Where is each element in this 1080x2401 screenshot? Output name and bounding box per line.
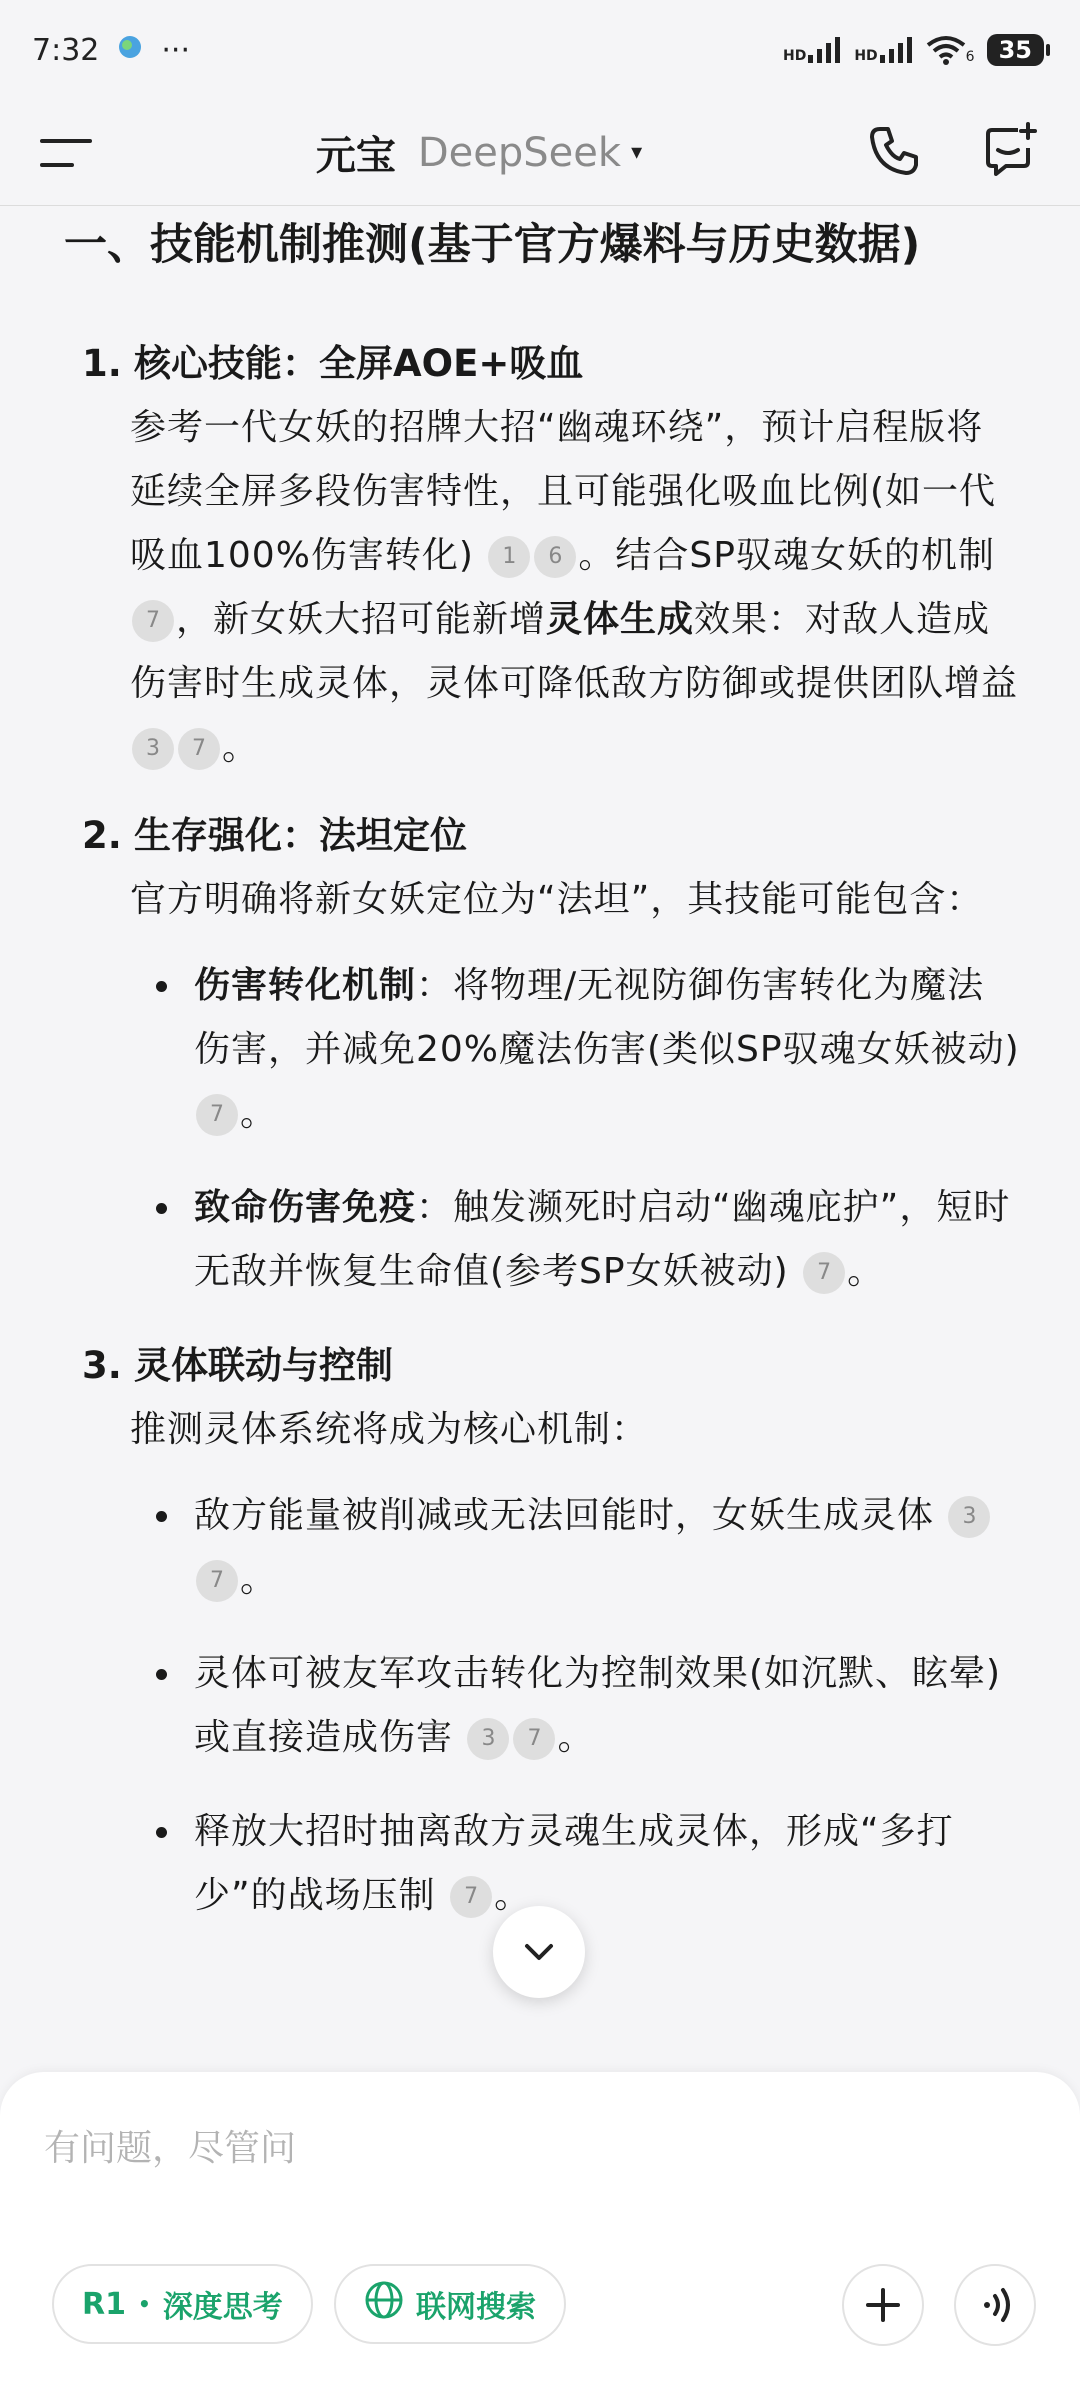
item-paragraph: 推测灵体系统将成为核心机制： xyxy=(130,1409,649,1450)
nav-actions xyxy=(866,122,1040,184)
text-span: 。 xyxy=(240,1559,278,1600)
bullet-item xyxy=(194,1642,1020,1770)
text-span: 参考一代女妖的招牌大招“幽魂环绕”，预计启程版将延续全屏多段伤害特性，且可能强化吸血比例(如一代吸血100%伤害转化) xyxy=(130,407,997,576)
app-title: 元宝 xyxy=(315,133,396,179)
phone-call-icon[interactable] xyxy=(866,123,922,183)
bullet-item xyxy=(194,1484,1020,1612)
item-number: 1. xyxy=(82,342,122,385)
add-attachment-button[interactable] xyxy=(842,2264,924,2346)
text-span: ，新女妖大招可能新增 xyxy=(176,599,547,640)
text-span: 。 xyxy=(557,1717,595,1758)
text-span: 效果：对敌人造成伤害时生成灵体，灵体可降低敌方防御或提供团队增益 xyxy=(130,599,1019,704)
citation-badge[interactable]: 7 xyxy=(513,1718,555,1760)
menu-icon[interactable] xyxy=(40,133,92,173)
bold-text: 灵体生成 xyxy=(546,599,695,640)
bold-text: 伤害转化机制 xyxy=(194,965,417,1006)
bullet-item xyxy=(194,1800,1020,1928)
citation-badge[interactable]: 3 xyxy=(948,1496,990,1538)
app-notification-icon xyxy=(117,33,143,68)
plus-icon xyxy=(864,2286,902,2324)
item-title xyxy=(84,1334,1020,1398)
citation-badge[interactable]: 1 xyxy=(488,536,530,578)
bullet-item xyxy=(194,954,1020,1146)
wifi-sub-label: 6 xyxy=(965,49,975,65)
item-title-text: 生存强化：法坦定位 xyxy=(134,814,467,857)
scroll-to-bottom-button[interactable] xyxy=(493,1906,585,1998)
item-title-text: 灵体联动与控制 xyxy=(134,1344,393,1387)
voice-input-button[interactable] xyxy=(954,2264,1036,2346)
citation-badge[interactable]: 7 xyxy=(450,1876,492,1918)
deep-think-label: 深度思考 xyxy=(162,2290,283,2325)
hd-label: HD xyxy=(782,48,807,64)
top-nav-bar xyxy=(0,100,1080,206)
citation-badge[interactable]: 7 xyxy=(803,1252,845,1294)
text-span: 。 xyxy=(222,727,260,768)
more-notifications-icon: ··· xyxy=(161,32,190,68)
citation-badge[interactable]: 3 xyxy=(132,728,174,770)
citation-badge[interactable]: 7 xyxy=(196,1560,238,1602)
citation-badge[interactable]: 7 xyxy=(132,600,174,642)
battery-icon: 35 xyxy=(987,34,1044,66)
text-span: 灵体可被友军攻击转化为控制效果(如沉默、眩晕)或直接造成伤害 xyxy=(194,1653,1002,1758)
chat-message-content xyxy=(0,206,1080,2076)
voice-wave-icon xyxy=(975,2286,1015,2324)
text-span: ：将物理/无视防御伤害转化为魔法伤害，并减免20%魔法伤害(类似SP驭魂女妖被动) xyxy=(194,965,1020,1070)
chevron-down-icon xyxy=(521,1940,557,1964)
list-item-1 xyxy=(64,332,1020,780)
globe-icon xyxy=(364,2280,404,2328)
cell-signal-icon-2 xyxy=(854,37,913,63)
bullet-item xyxy=(194,1176,1020,1304)
item-paragraph: 官方明确将新女妖定位为“法坦”，其技能可能包含： xyxy=(130,879,984,920)
item-paragraph xyxy=(130,396,1020,780)
status-time: 7:32 xyxy=(32,32,100,68)
web-search-toggle[interactable] xyxy=(334,2264,566,2344)
item-title-text: 核心技能：全屏AOE+吸血 xyxy=(134,342,584,385)
cell-signal-icon xyxy=(783,37,842,63)
section-heading: 一、技能机制推测(基于官方爆料与历史数据) xyxy=(64,220,921,270)
item-number: 2. xyxy=(82,814,122,857)
list-item-3 xyxy=(64,1334,1020,1928)
status-left xyxy=(32,33,190,68)
model-name: DeepSeek xyxy=(417,129,622,176)
status-right xyxy=(783,34,1044,66)
item-title xyxy=(84,332,1020,396)
r1-badge: R1 xyxy=(82,2286,126,2322)
citation-badge[interactable]: 6 xyxy=(534,536,576,578)
model-selector[interactable] xyxy=(316,124,642,181)
message-input[interactable] xyxy=(42,2112,1026,2184)
new-chat-icon[interactable] xyxy=(982,122,1040,184)
citation-badge[interactable]: 7 xyxy=(196,1094,238,1136)
text-span: 。 xyxy=(240,1093,278,1134)
bullet-list xyxy=(64,1484,1020,1928)
citation-badge[interactable]: 7 xyxy=(178,728,220,770)
status-bar xyxy=(0,0,1080,100)
item-number: 3. xyxy=(82,1344,122,1387)
bullet-list xyxy=(64,954,1020,1304)
deep-think-toggle[interactable] xyxy=(52,2264,313,2344)
wifi-icon xyxy=(926,35,975,65)
web-search-label: 联网搜索 xyxy=(416,2290,536,2325)
chevron-down-icon: ▾ xyxy=(631,140,643,165)
hd-label-2: HD xyxy=(854,48,878,64)
text-span: 敌方能量被削减或无法回能时，女妖生成灵体 xyxy=(194,1495,935,1536)
item-title xyxy=(84,804,1020,868)
text-span: 。结合SP驭魂女妖的机制 xyxy=(578,535,995,576)
r1-dot: • xyxy=(137,2292,151,2316)
text-span: 。 xyxy=(847,1251,885,1292)
text-span: ：触发濒死时启动“幽魂庇护”，短时无敌并恢复生命值(参考SP女妖被动) xyxy=(194,1187,1011,1292)
bold-text: 致命伤害免疫 xyxy=(194,1187,417,1228)
text-span: 。 xyxy=(494,1875,532,1916)
list-item-2 xyxy=(64,804,1020,1304)
citation-badge[interactable]: 3 xyxy=(467,1718,509,1760)
text-span: 释放大招时抽离敌方灵魂生成灵体，形成“多打少”的战场压制 xyxy=(194,1811,954,1916)
message-composer xyxy=(0,2072,1080,2401)
